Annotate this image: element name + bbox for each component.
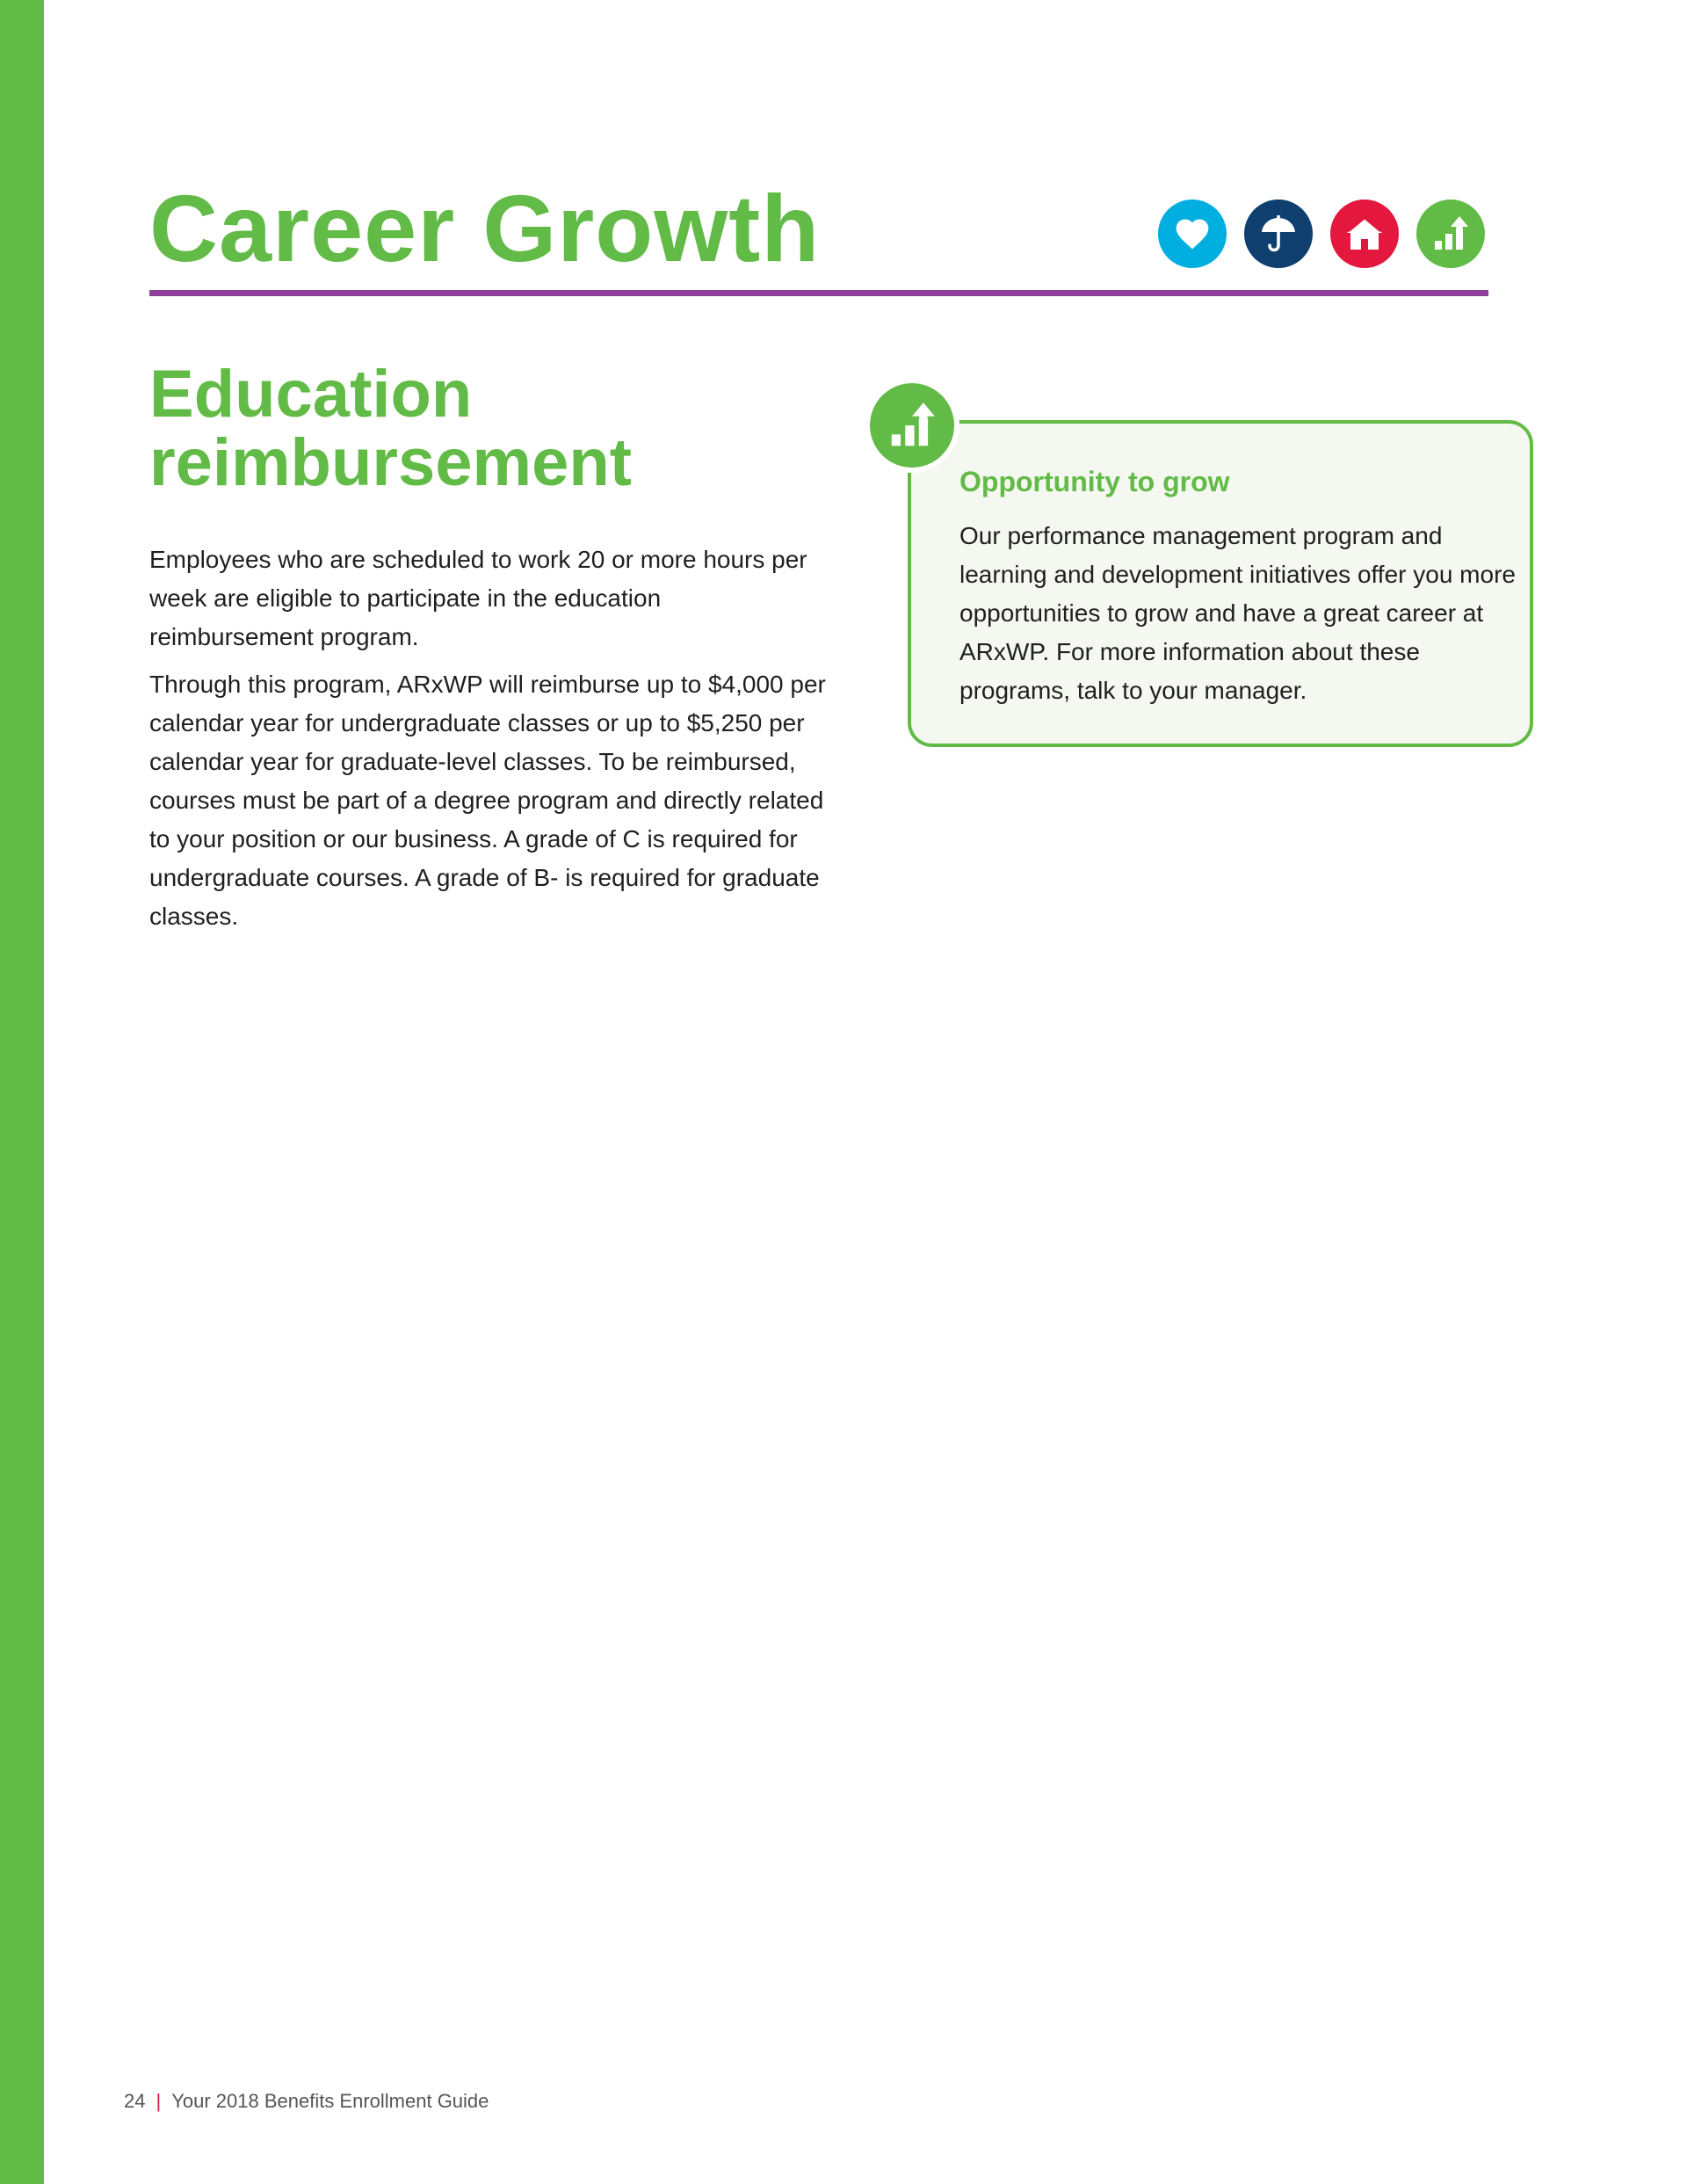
- side-accent-bar: [0, 0, 44, 2184]
- page-footer: [124, 2090, 489, 2113]
- category-icons: [1158, 200, 1485, 268]
- home-icon: [1330, 200, 1399, 268]
- footer-separator: |: [156, 2090, 162, 2112]
- heart-icon: [1158, 200, 1227, 268]
- umbrella-icon: [1244, 200, 1313, 268]
- page-number: 24: [124, 2090, 146, 2112]
- paragraph-reimbursement: Through this program, ARxWP will reimburse up to $4,000 per calendar year for undergraduate classes or up to $5,250 per calendar year for graduate-level classes. To be reimbursed, courses must be part of a degree program and directly related to your position or our business. A grade of C is required for undergraduate courses. A grade of B- is required for graduate classes.: [149, 671, 826, 930]
- callout-body: Our performance management program and learning and development initiatives offer you more opportunities to grow and have a great career at ARxWP. For more information about these programs, talk to your manager.: [959, 522, 1516, 704]
- callout-title: Opportunity to grow: [959, 466, 1230, 497]
- growth-chart-icon: [865, 378, 959, 473]
- body-copy: [149, 541, 826, 945]
- growth-chart-icon: [1416, 200, 1485, 268]
- section-heading: Education reimbursement: [149, 357, 633, 500]
- guide-title: Your 2018 Benefits Enrollment Guide: [171, 2090, 489, 2112]
- title-divider: [149, 290, 1488, 296]
- paragraph-eligibility: Employees who are scheduled to work 20 or more hours per week are eligible to participate in the education reimbursement program.: [149, 546, 807, 650]
- page-title: Career Growth: [149, 175, 821, 281]
